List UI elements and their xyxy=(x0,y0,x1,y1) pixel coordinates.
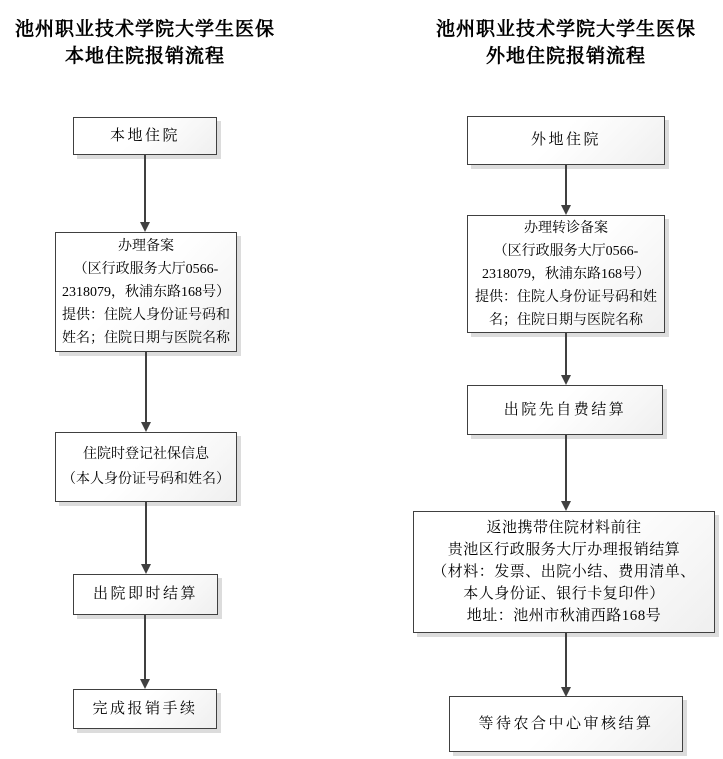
node-text-line: 出院先自费结算 xyxy=(503,401,627,418)
node-text-line: 完成报销手续 xyxy=(92,700,198,717)
node-await-rural-cooperative-center-audit xyxy=(449,696,683,752)
arrow-line xyxy=(565,333,567,375)
node-text-line: 名；住院日期与医院名称 xyxy=(489,312,643,328)
node-register-social-security-info xyxy=(55,432,237,502)
arrow-head-icon xyxy=(561,501,571,511)
node-text-line: （材料：发票、出院小结、费用清单、 xyxy=(432,564,696,580)
arrow-head-icon xyxy=(141,422,151,432)
right-flowchart-title xyxy=(436,16,696,70)
arrow-line xyxy=(565,435,567,501)
node-text-line: 地址：池州市秋浦西路168号 xyxy=(466,608,662,624)
node-text-line: 外地住院 xyxy=(530,132,601,148)
arrow-line xyxy=(145,502,147,564)
arrow-down-icon xyxy=(141,502,151,574)
node-text-line: （区行政服务大厅0566- xyxy=(73,261,219,277)
left-flowchart-title xyxy=(15,16,275,70)
node-text-line: 2318079，秋浦东路168号） xyxy=(482,266,650,282)
arrow-line xyxy=(144,155,146,222)
arrow-head-icon xyxy=(561,375,571,385)
node-text-line: 本地住院 xyxy=(109,127,180,144)
arrow-line xyxy=(565,165,567,205)
arrow-down-icon xyxy=(140,155,150,232)
node-text-line: 贵池区行政服务大厅办理报销结算 xyxy=(447,542,681,558)
node-referral-filing-record xyxy=(467,215,665,333)
node-text-line: 2318079，秋浦东路168号） xyxy=(62,284,230,300)
node-text-line: （本人身份证号码和姓名） xyxy=(62,472,230,487)
node-text-line: 住院时登记社保信息 xyxy=(83,447,209,462)
node-filing-record xyxy=(55,232,237,352)
arrow-down-icon xyxy=(561,165,571,215)
node-complete-reimbursement xyxy=(73,689,217,729)
node-text-line: 等待农合中心审核结算 xyxy=(478,715,654,732)
node-text-line: 本人身份证、银行卡复印件） xyxy=(463,586,665,602)
arrow-head-icon xyxy=(140,222,150,232)
arrow-down-icon xyxy=(141,352,151,432)
node-return-with-materials-reimbursement xyxy=(413,511,715,633)
arrow-head-icon xyxy=(141,564,151,574)
node-immediate-settlement-on-discharge xyxy=(73,574,218,615)
arrow-down-icon xyxy=(561,633,571,697)
arrow-down-icon xyxy=(140,615,150,689)
arrow-head-icon xyxy=(561,205,571,215)
node-text-line: 办理备案 xyxy=(118,238,174,254)
node-text-line: 提供：住院人身份证号码和 xyxy=(62,307,230,323)
right-title-line-2: 外地住院报销流程 xyxy=(485,46,646,67)
node-text-line: 返池携带住院材料前往 xyxy=(486,520,642,536)
arrow-head-icon xyxy=(140,679,150,689)
node-text-line: 办理转诊备案 xyxy=(524,220,608,236)
arrow-line xyxy=(145,352,147,422)
arrow-line xyxy=(565,633,567,687)
arrow-down-icon xyxy=(561,435,571,511)
right-title-line-1: 池州职业技术学院大学生医保 xyxy=(436,19,697,40)
left-title-line-2: 本地住院报销流程 xyxy=(64,46,225,67)
node-text-line: 提供：住院人身份证号码和姓 xyxy=(475,289,657,305)
node-text-line: 姓名；住院日期与医院名称 xyxy=(62,330,230,346)
arrow-line xyxy=(144,615,146,679)
node-outoftown-hospitalization xyxy=(467,116,665,165)
node-text-line: 出院即时结算 xyxy=(92,586,198,602)
node-text-line: （区行政服务大厅0566- xyxy=(493,243,639,259)
arrow-down-icon xyxy=(561,333,571,385)
left-title-line-1: 池州职业技术学院大学生医保 xyxy=(15,19,276,40)
node-local-hospitalization xyxy=(73,117,217,155)
node-self-pay-settlement-on-discharge xyxy=(467,385,663,435)
